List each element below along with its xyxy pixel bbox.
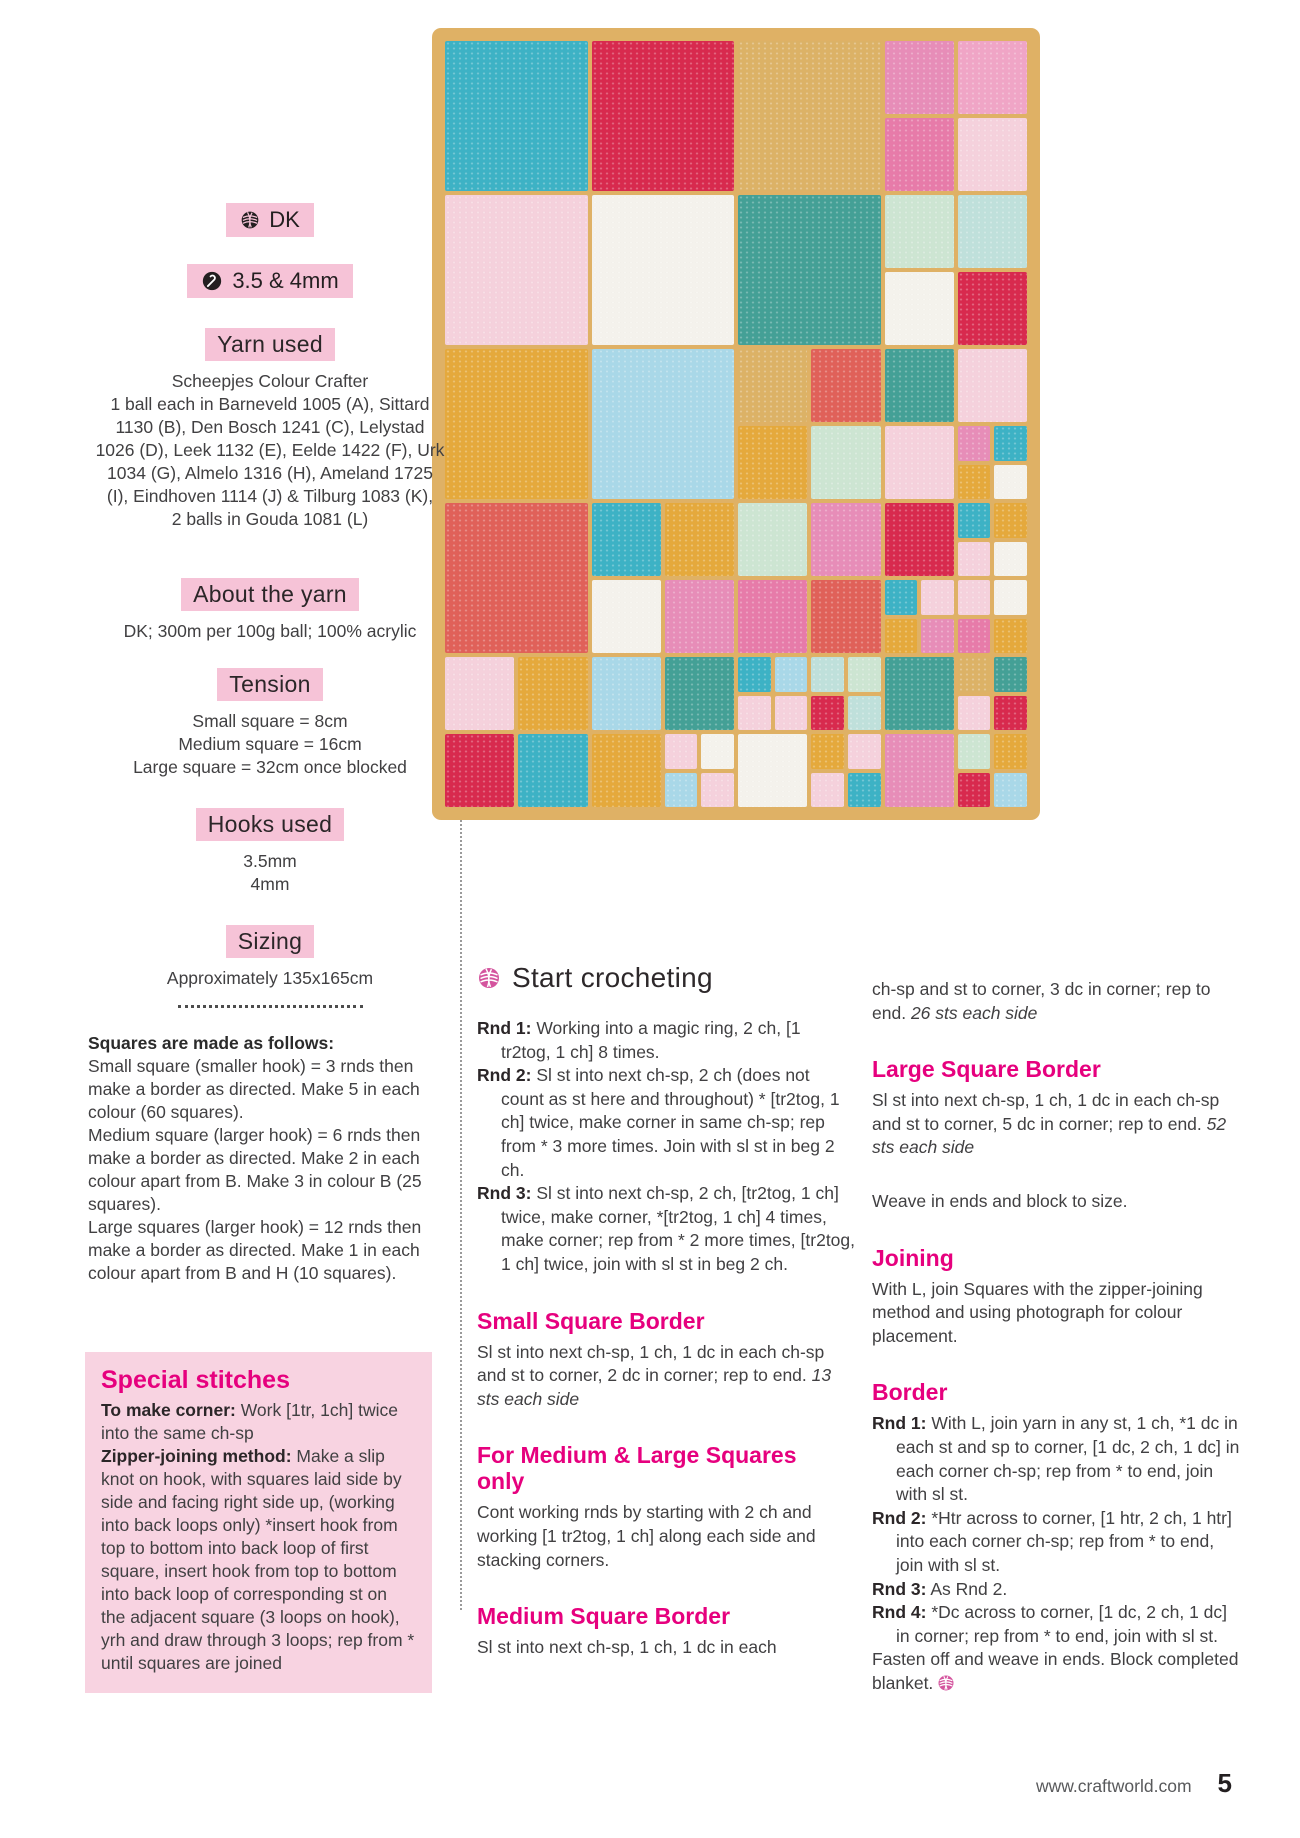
- hooks-used-section: [90, 808, 450, 896]
- blanket-square: [811, 734, 844, 769]
- small-square-border-text: [477, 1341, 855, 1412]
- yarn-weight-badge: [90, 203, 450, 237]
- blanket-square: [958, 349, 1027, 422]
- yarn-ball-icon: [477, 966, 501, 990]
- large-border-result: 52 sts each side: [872, 1113, 1227, 1158]
- small-square-border-heading: Small Square Border: [477, 1307, 705, 1334]
- blanket-square: [848, 773, 881, 808]
- blanket-square: [994, 696, 1027, 731]
- squares-note-section: [88, 1032, 432, 1285]
- hook-size-line: 4mm: [250, 874, 290, 894]
- blanket-square: [994, 657, 1027, 692]
- blanket-square: [885, 41, 954, 114]
- medium-border-body: ch-sp and st to corner, 3 dc in corner; rep to end.: [872, 979, 1211, 1023]
- border-round: Rnd 2: *Htr across to corner, [1 htr, 2 ch, 1 htr] into each corner ch-sp; rep from * to end, join with sl st.: [872, 1507, 1232, 1575]
- blanket-square: [811, 696, 844, 731]
- blanket-square: [994, 465, 1027, 500]
- blanket-square: [885, 657, 954, 730]
- sizing-text: Approximately 135x165cm: [166, 968, 374, 988]
- blanket-square: [885, 195, 954, 268]
- small-border-body: Sl st into next ch-sp, 1 ch, 1 dc in each ch-sp and st to corner, 2 dc in corner; rep to end.: [477, 1341, 825, 1386]
- squares-note-paragraph: Small square (smaller hook) = 3 rnds then make a border as directed. Make 5 in each colour (60 squares).: [88, 1056, 420, 1122]
- medium-square-border-text-start: Sl st into next ch-sp, 1 ch, 1 dc in each: [477, 1637, 777, 1658]
- blanket-square: [958, 195, 1027, 268]
- hook-size-badge: [90, 264, 450, 298]
- blanket-square: [958, 734, 991, 769]
- large-square-border-heading: Large Square Border: [872, 1056, 1101, 1083]
- medium-square-border-heading: Medium Square Border: [477, 1603, 731, 1630]
- blanket-square: [445, 195, 588, 345]
- blanket-square: [665, 657, 734, 730]
- blanket-square: [994, 734, 1027, 769]
- border-heading: Border: [872, 1379, 948, 1406]
- large-border-body: Sl st into next ch-sp, 1 ch, 1 dc in each ch-sp and st to corner, 5 dc in corner; rep to end.: [872, 1090, 1220, 1134]
- special-stitches-heading: Special stitches: [101, 1366, 290, 1394]
- dk-badge: [226, 203, 314, 237]
- finish-note-text: Fasten off and weave in ends. Block completed blanket.: [872, 1649, 1239, 1693]
- start-crocheting-label: Start crocheting: [512, 962, 713, 994]
- blanket-grid: [445, 41, 1027, 807]
- blanket-square: [848, 657, 881, 692]
- blanket-square: [958, 580, 991, 615]
- yarn-ball-icon: [937, 1674, 955, 1692]
- border-round: Rnd 4: *Dc across to corner, [1 dc, 2 ch, 1 dc] in corner; rep from * to end, join with sl st.: [872, 1602, 1228, 1646]
- special-stitch-item: To make corner: Work [1tr, 1ch] twice into the same ch-sp: [101, 1400, 398, 1443]
- blanket-square: [958, 503, 991, 538]
- blanket-square: [885, 619, 918, 654]
- special-stitches-box: [85, 1352, 432, 1693]
- blanket-square: [665, 734, 698, 769]
- blanket-square: [921, 619, 954, 654]
- medium-border-result: 26 sts each side: [910, 1002, 1038, 1023]
- blanket-square: [848, 696, 881, 731]
- blanket-square: [665, 503, 734, 576]
- blanket-square: [738, 195, 881, 345]
- squares-note-paragraph: Medium square (larger hook) = 6 rnds then make a border as directed. Make 2 in each colour apart from B. Make 3 in colour B (25 squares).: [88, 1125, 422, 1214]
- blanket-square: [994, 619, 1027, 654]
- squares-note-paragraph: Large squares (larger hook) = 12 rnds then make a border as directed. Make 1 in each colour apart from B and H (10 squares).: [88, 1217, 422, 1283]
- blanket-square: [592, 657, 661, 730]
- blanket-square: [518, 734, 587, 807]
- tension-text: [90, 710, 450, 779]
- yarn-line: 1 ball each in Barneveld 1005 (A), Sittard: [110, 394, 430, 414]
- blanket-square: [811, 580, 880, 653]
- weave-note: Weave in ends and block to size.: [872, 1190, 1128, 1211]
- sizing-heading: Sizing: [226, 925, 314, 958]
- blanket-square: [885, 503, 954, 576]
- dotted-divider: [178, 1005, 363, 1008]
- pattern-round: Rnd 1: Working into a magic ring, 2 ch, [1 tr2tog, 1 ch] 8 times.: [477, 1018, 801, 1062]
- pattern-column-1: [477, 962, 856, 1660]
- medium-square-border-text-end: [872, 978, 1244, 1025]
- blanket-square: [775, 696, 808, 731]
- joining-text: With L, join Squares with the zipper-joining method and using photograph for colour placement.: [872, 1278, 1203, 1346]
- blanket-square: [445, 503, 588, 653]
- blanket-square: [738, 657, 771, 692]
- yarn-line: 1130 (B), Den Bosch 1241 (C), Lelystad: [115, 417, 425, 437]
- square-rounds: [477, 1017, 855, 1277]
- yarn-line: 2 balls in Gouda 1081 (L): [171, 509, 369, 529]
- blanket-square: [738, 503, 807, 576]
- squares-note-body: [88, 1055, 432, 1285]
- yarn-used-heading: Yarn used: [205, 328, 335, 361]
- blanket-square: [885, 426, 954, 499]
- medium-large-heading: For Medium & Large Squares only: [477, 1442, 797, 1495]
- blanket-square: [958, 619, 991, 654]
- blanket-square: [445, 41, 588, 191]
- special-stitch-item: Zipper-joining method: Make a slip knot on hook, with squares laid side by side and facing right side up, (working into back loops only) *insert hook from top to bottom into back loop of first square, insert hook from top to bottom into back loop of corresponding st on the adjacent square (3 loops on hook), yrh and draw through 3 loops; rep from * until squares are joined: [101, 1446, 415, 1673]
- blanket-square: [885, 734, 954, 807]
- blanket-photo: [432, 28, 1040, 820]
- blanket-square: [592, 580, 661, 653]
- blanket-square: [848, 734, 881, 769]
- blanket-square: [994, 542, 1027, 577]
- yarn-line: (I), Eindhoven 1114 (J) & Tilburg 1083 (K),: [106, 486, 434, 506]
- blanket-square: [738, 41, 881, 191]
- pattern-round: Rnd 3: Sl st into next ch-sp, 2 ch, [tr2tog, 1 ch] twice, make corner, *[tr2tog, 1 ch] 4 times, make corner; rep from * 2 more times, [tr2tog, 1 ch] twice, join with sl st in beg 2 ch.: [477, 1183, 856, 1274]
- blanket-square: [811, 503, 880, 576]
- yarn-line: Scheepjes Colour Crafter: [171, 371, 369, 391]
- blanket-square: [775, 657, 808, 692]
- blanket-square: [994, 773, 1027, 808]
- yarn-ball-icon: [240, 210, 260, 230]
- blanket-square: [811, 657, 844, 692]
- pattern-column-2: [872, 978, 1244, 1695]
- blanket-square: [958, 542, 991, 577]
- finish-note: [872, 1648, 1244, 1695]
- blanket-square: [665, 773, 698, 808]
- blanket-square: [738, 734, 807, 807]
- blanket-square: [518, 657, 587, 730]
- dk-badge-label: DK: [269, 207, 300, 232]
- yarn-line: 1034 (G), Almelo 1316 (H), Ameland 1725: [107, 463, 433, 483]
- blanket-square: [811, 773, 844, 808]
- hook-size-line: 3.5mm: [243, 851, 297, 871]
- blanket-square: [445, 657, 514, 730]
- about-yarn-section: [90, 578, 450, 643]
- squares-note-title: Squares are made as follows:: [88, 1033, 335, 1053]
- blanket-square: [885, 272, 954, 345]
- yarn-used-section: [90, 328, 450, 531]
- blanket-square: [445, 734, 514, 807]
- tension-line: Large square = 32cm once blocked: [133, 757, 407, 777]
- border-round: Rnd 1: With L, join yarn in any st, 1 ch, *1 dc in each st and sp to corner, [1 dc, 2 ch, 1 dc] in each corner ch-sp; rep from * to end, join with sl st.: [872, 1413, 1240, 1505]
- special-stitches-items: [101, 1399, 416, 1675]
- tension-heading: Tension: [217, 668, 322, 701]
- blanket-square: [445, 349, 588, 499]
- border-round: Rnd 3: As Rnd 2.: [872, 1578, 1008, 1599]
- hook-badge: [187, 264, 352, 298]
- blanket-square: [738, 426, 807, 499]
- blanket-square: [994, 580, 1027, 615]
- sizing-section: [90, 925, 450, 990]
- blanket-square: [958, 465, 991, 500]
- blanket-square: [738, 580, 807, 653]
- about-yarn-text: DK; 300m per 100g ball; 100% acrylic: [123, 621, 417, 641]
- footer-url[interactable]: www.craftworld.com: [1035, 1776, 1192, 1796]
- blanket-square: [811, 426, 880, 499]
- blanket-square: [592, 349, 735, 499]
- blanket-square: [701, 734, 734, 769]
- yarn-used-text: [90, 370, 450, 531]
- blanket-square: [592, 503, 661, 576]
- blanket-square: [958, 41, 1027, 114]
- blanket-square: [592, 41, 735, 191]
- blanket-square: [885, 349, 954, 422]
- page-footer: [1036, 1768, 1232, 1799]
- joining-heading: Joining: [872, 1244, 954, 1271]
- blanket-square: [592, 734, 661, 807]
- blanket-square: [958, 657, 991, 692]
- border-rounds: [872, 1412, 1244, 1648]
- small-border-result: 13 sts each side: [477, 1365, 832, 1409]
- blanket-square: [958, 426, 991, 461]
- medium-large-text: Cont working rnds by starting with 2 ch and working [1 tr2tog, 1 ch] along each side and stacking corners.: [477, 1502, 816, 1570]
- blanket-square: [921, 580, 954, 615]
- tension-line: Small square = 8cm: [192, 711, 348, 731]
- hooks-used-heading: Hooks used: [196, 808, 344, 841]
- blanket-square: [811, 349, 880, 422]
- blanket-square: [958, 118, 1027, 191]
- blanket-square: [665, 580, 734, 653]
- crochet-hook-icon: [201, 270, 223, 292]
- blanket-square: [994, 503, 1027, 538]
- page-number: 5: [1217, 1768, 1232, 1798]
- tension-line: Medium square = 16cm: [178, 734, 362, 754]
- blanket-square: [738, 696, 771, 731]
- blanket-square: [592, 195, 735, 345]
- blanket-square: [994, 426, 1027, 461]
- yarn-line: 1026 (D), Leek 1132 (E), Eelde 1422 (F), Urk: [95, 440, 445, 460]
- blanket-square: [958, 773, 991, 808]
- pattern-round: Rnd 2: Sl st into next ch-sp, 2 ch (does not count as st here and throughout) * [tr2tog, 1 ch] twice, make corner in same ch-sp; rep from * 3 more times. Join with sl st in beg 2 ch.: [477, 1065, 840, 1180]
- hooks-used-text: [90, 850, 450, 896]
- hook-badge-label: 3.5 & 4mm: [232, 268, 339, 293]
- blanket-square: [885, 118, 954, 191]
- blanket-square: [958, 696, 991, 731]
- blanket-square: [738, 349, 807, 422]
- blanket-square: [885, 580, 918, 615]
- tension-section: [90, 668, 450, 779]
- large-square-border-text: [872, 1089, 1244, 1160]
- start-crocheting-heading: [477, 962, 855, 994]
- blanket-square: [701, 773, 734, 808]
- blanket-square: [958, 272, 1027, 345]
- about-yarn-heading: About the yarn: [181, 578, 359, 611]
